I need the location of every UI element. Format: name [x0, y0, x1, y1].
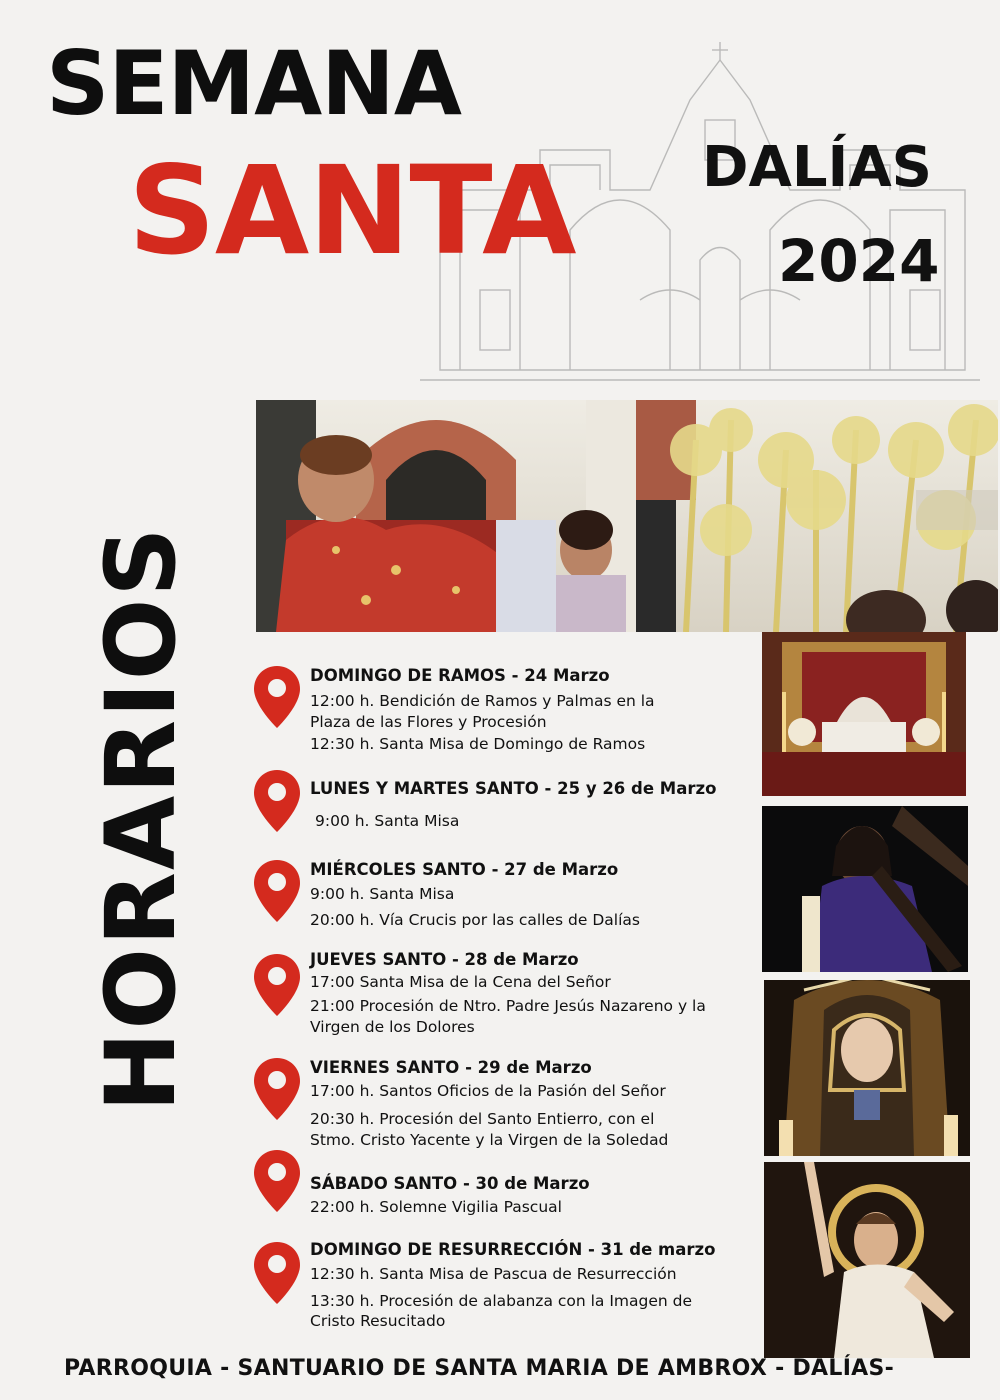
entry-line: Virgen de los Dolores [310, 1018, 475, 1036]
entry-line: Cristo Resucitado [310, 1312, 446, 1330]
year: 2024 [778, 227, 940, 295]
entry-line: 9:00 h. Santa Misa [310, 885, 455, 903]
entry-title: SÁBADO SANTO - 30 de Marzo [310, 1174, 590, 1193]
horarios-heading: HORARIOS [85, 525, 197, 1112]
location-pin-icon [254, 954, 300, 1016]
location-pin-icon [254, 860, 300, 922]
entry-title: JUEVES SANTO - 28 de Marzo [310, 950, 579, 969]
entry-line: 21:00 Procesión de Ntro. Padre Jesús Nazareno y la [310, 997, 706, 1015]
altar-photo [762, 632, 966, 796]
entry-line: 9:00 h. Santa Misa [315, 812, 460, 830]
entry-line: 22:00 h. Solemne Vigilia Pascual [310, 1198, 562, 1216]
location-pin-icon [254, 1058, 300, 1120]
entry-title: DOMINGO DE RESURRECCIÓN - 31 de marzo [310, 1240, 716, 1259]
entry-line: Stmo. Cristo Yacente y la Virgen de la Soledad [310, 1131, 669, 1149]
place-name: DALÍAS [702, 135, 933, 200]
entry-title: VIERNES SANTO - 29 de Marzo [310, 1058, 592, 1077]
entry-line: 12:00 h. Bendición de Ramos y Palmas en la [310, 692, 655, 710]
footer-parish: PARROQUIA - SANTUARIO DE SANTA MARIA DE AMBROX - DALÍAS- [64, 1356, 895, 1381]
location-pin-icon [254, 1242, 300, 1304]
entry-line: 13:30 h. Procesión de alabanza con la Imagen de [310, 1292, 693, 1310]
cristo-resucitado-photo [764, 1162, 970, 1358]
entry-line: 12:30 h. Santa Misa de Domingo de Ramos [310, 735, 646, 753]
entry-line: 20:00 h. Vía Crucis por las calles de Dalías [310, 911, 640, 929]
entry-title: DOMINGO DE RAMOS - 24 Marzo [310, 666, 610, 685]
entry-title: MIÉRCOLES SANTO - 27 de Marzo [310, 860, 619, 879]
title-santa: SANTA [128, 140, 576, 282]
entry-title: LUNES Y MARTES SANTO - 25 y 26 de Marzo [310, 779, 717, 798]
entry-line: 20:30 h. Procesión del Santo Entierro, con el [310, 1110, 655, 1128]
virgen-dolores-photo [764, 980, 970, 1156]
entry-line: 17:00 h. Santos Oficios de la Pasión del Señor [310, 1082, 666, 1100]
entry-line: 12:30 h. Santa Misa de Pascua de Resurrección [310, 1265, 677, 1283]
location-pin-icon [254, 1150, 300, 1212]
entry-line: 17:00 Santa Misa de la Cena del Señor [310, 973, 611, 991]
entry-line: Plaza de las Flores y Procesión [310, 713, 547, 731]
location-pin-icon [254, 666, 300, 728]
location-pin-icon [254, 770, 300, 832]
title-semana: SEMANA [46, 32, 461, 135]
palm-procession-photo [256, 400, 998, 632]
jesus-nazareno-photo [762, 806, 968, 972]
